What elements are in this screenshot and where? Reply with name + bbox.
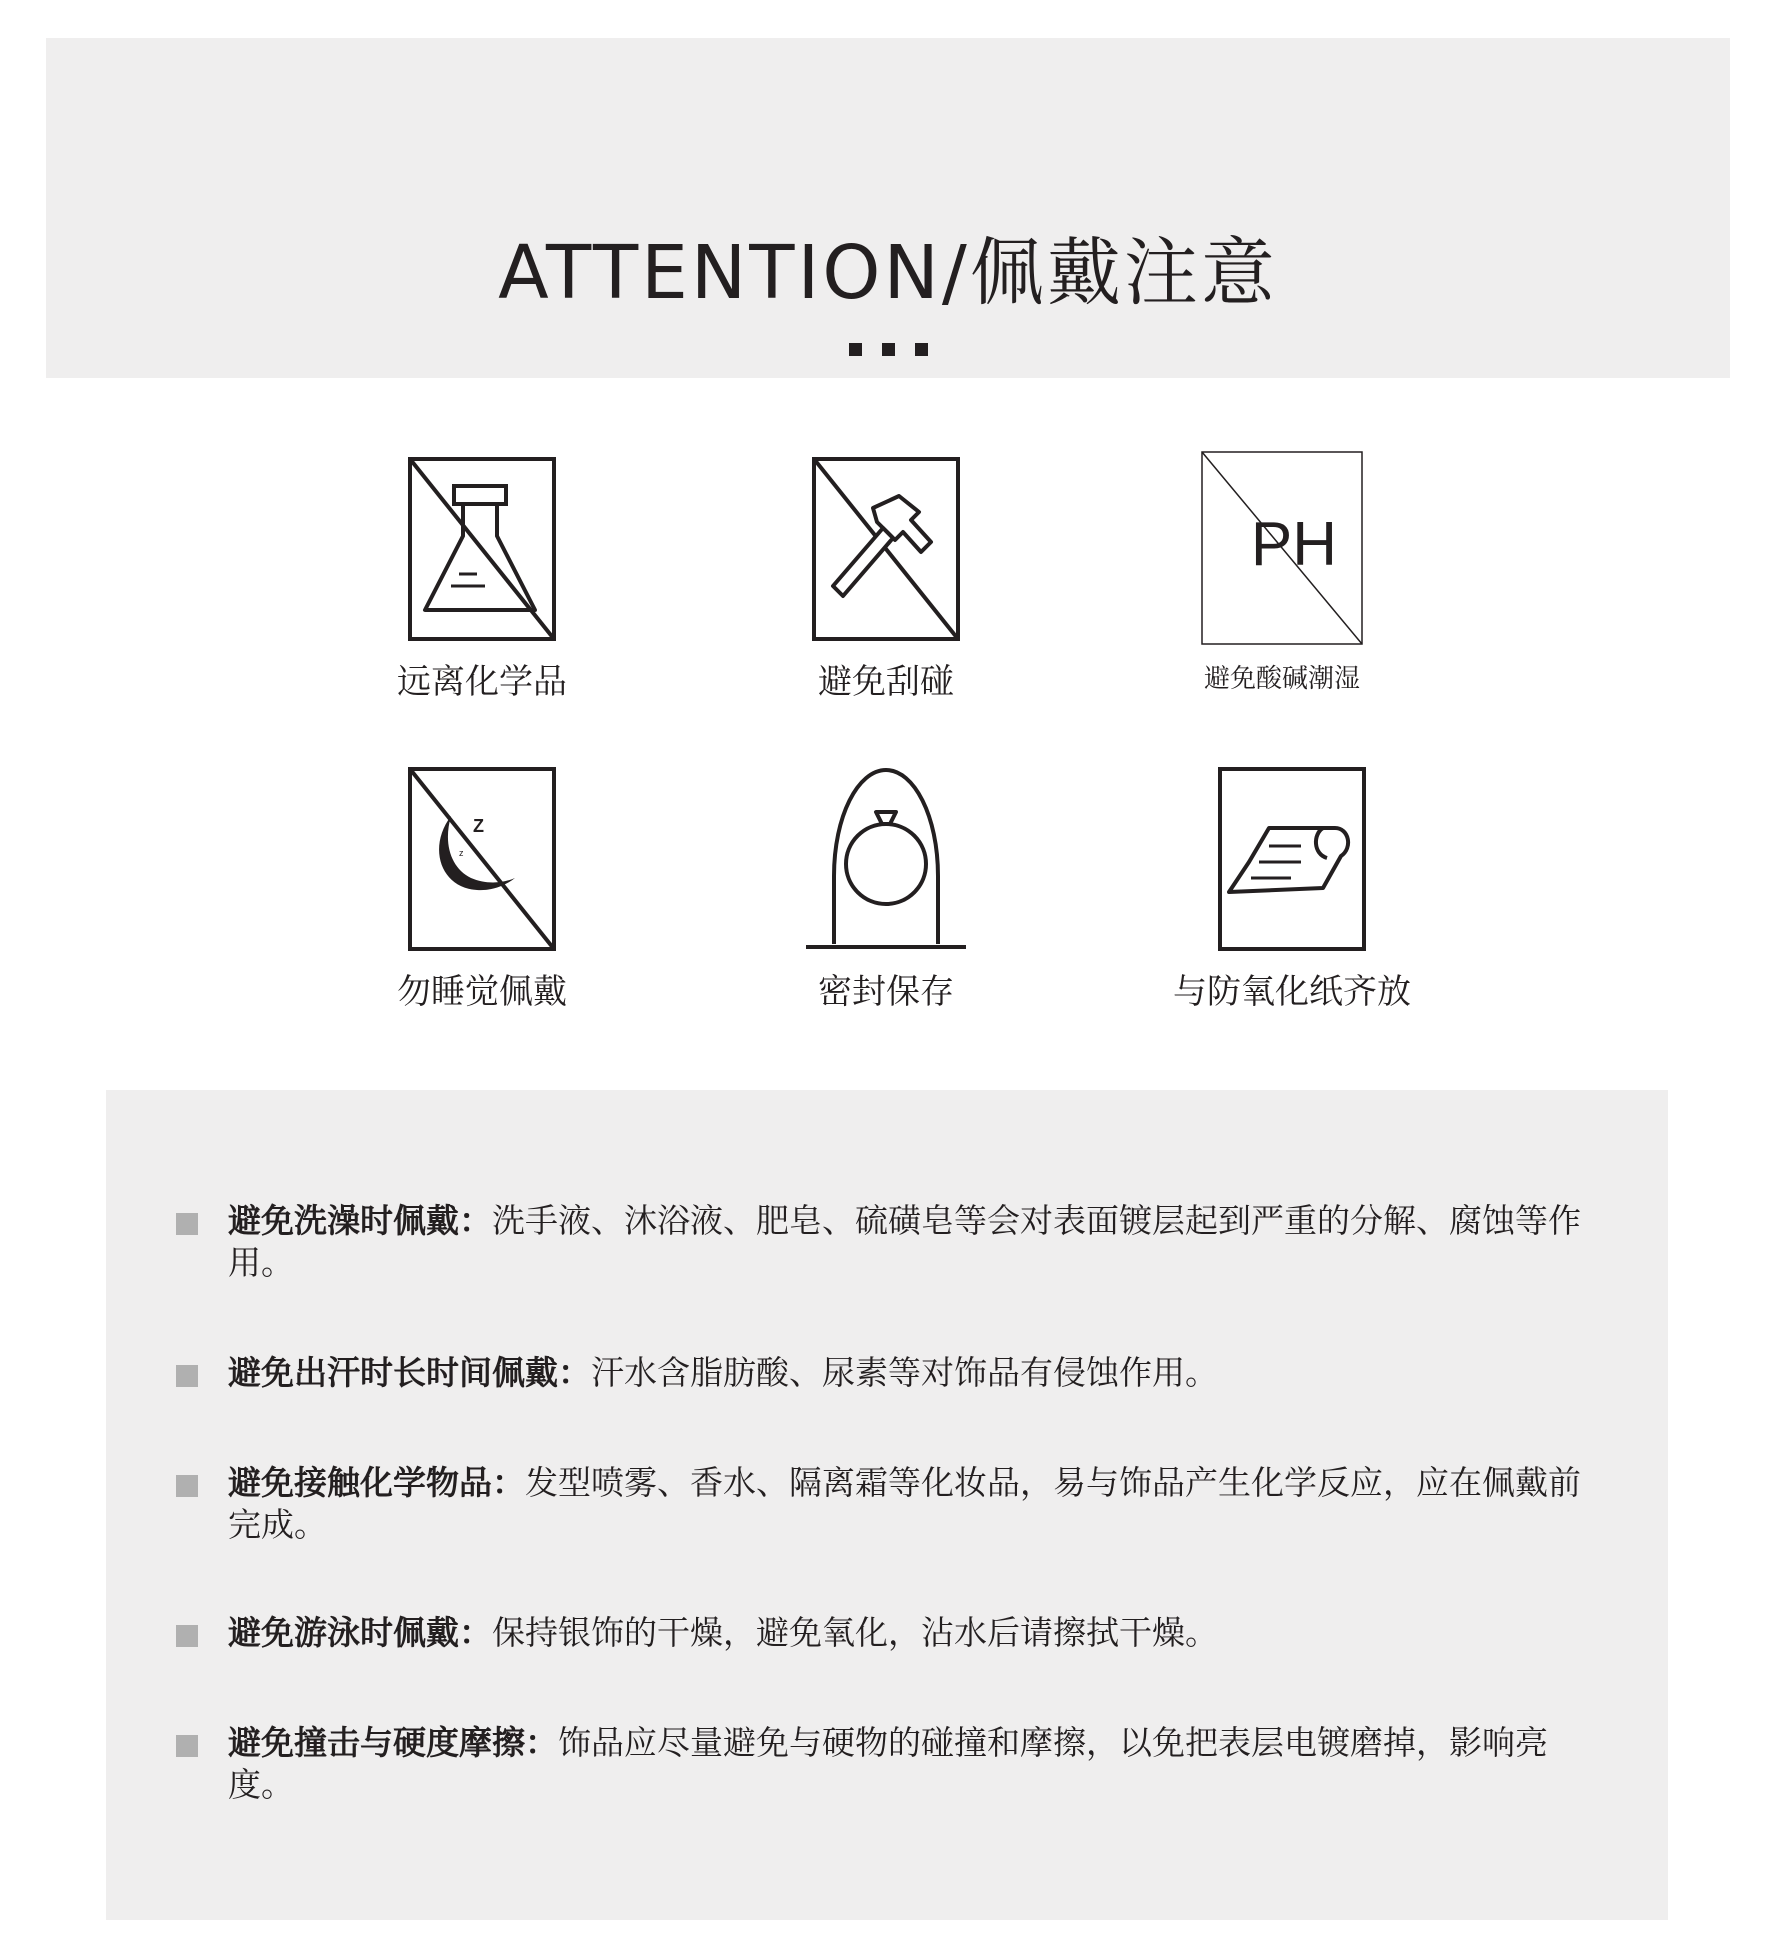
svg-text:z: z (459, 848, 464, 858)
note-title: 避免撞击与硬度摩擦： (228, 1723, 558, 1762)
care-notes-panel (106, 1090, 1668, 1920)
header-banner (46, 38, 1730, 378)
icon-tile-hammer (686, 456, 1086, 703)
note-body: 发型喷雾、香水、隔离霜等化妆品，易与饰品产生化学反应，应在佩戴前完成。 (228, 1463, 1581, 1544)
icon-tile-chemicals (282, 456, 682, 703)
note-title: 避免洗澡时佩戴： (228, 1201, 492, 1240)
icon-label-ph: 避免酸碱潮湿 (1203, 664, 1360, 694)
note-item (228, 1612, 1608, 1654)
note-body: 汗水含脂肪酸、尿素等对饰品有侵蚀作用。 (591, 1353, 1218, 1392)
note-item (228, 1352, 1608, 1394)
square-bullet-icon (176, 1735, 198, 1757)
icon-tile-ph (1082, 450, 1482, 695)
square-bullet-icon (176, 1625, 198, 1647)
note-item (228, 1200, 1608, 1284)
sleep-z-glyph: Z (473, 816, 484, 836)
note-body: 保持银饰的干燥，避免氧化，沾水后请擦拭干燥。 (492, 1613, 1218, 1652)
note-item (228, 1722, 1608, 1806)
note-title: 避免游泳时佩戴： (228, 1613, 492, 1652)
note-title: 避免接触化学物品： (228, 1463, 525, 1502)
no-ph-icon (1200, 450, 1364, 646)
no-hammer-icon (811, 456, 961, 642)
icon-label-sealed: 密封保存 (818, 972, 954, 1012)
note-body: 饰品应尽量避免与硬物的碰撞和摩擦，以免把表层电镀磨掉，影响亮度。 (228, 1723, 1548, 1804)
icon-label-sleep: 勿睡觉佩戴 (397, 972, 567, 1012)
icon-label-chemicals: 远离化学品 (397, 662, 567, 702)
icon-label-hammer: 避免刮碰 (818, 662, 954, 702)
icon-tile-sealed (686, 766, 1086, 1013)
ph-glyph: PH (1250, 510, 1338, 579)
anti-oxidation-paper-icon (1217, 766, 1367, 952)
square-bullet-icon (176, 1475, 198, 1497)
no-sleep-icon (407, 766, 557, 952)
title-dots-divider (46, 343, 1730, 356)
note-title: 避免出汗时长时间佩戴： (228, 1353, 591, 1392)
icon-tile-paper (1092, 766, 1492, 1013)
page-title: ATTENTION/佩戴注意 (498, 230, 1278, 316)
icon-label-paper: 与防氧化纸齐放 (1173, 972, 1411, 1012)
square-bullet-icon (176, 1213, 198, 1235)
note-body: 洗手液、沐浴液、肥皂、硫磺皂等会对表面镀层起到严重的分解、腐蚀等作用。 (228, 1201, 1581, 1282)
note-item (228, 1462, 1608, 1546)
icon-tile-sleep (282, 766, 682, 1013)
sealed-bag-icon (804, 766, 968, 952)
square-bullet-icon (176, 1365, 198, 1387)
no-chemicals-icon (407, 456, 557, 642)
